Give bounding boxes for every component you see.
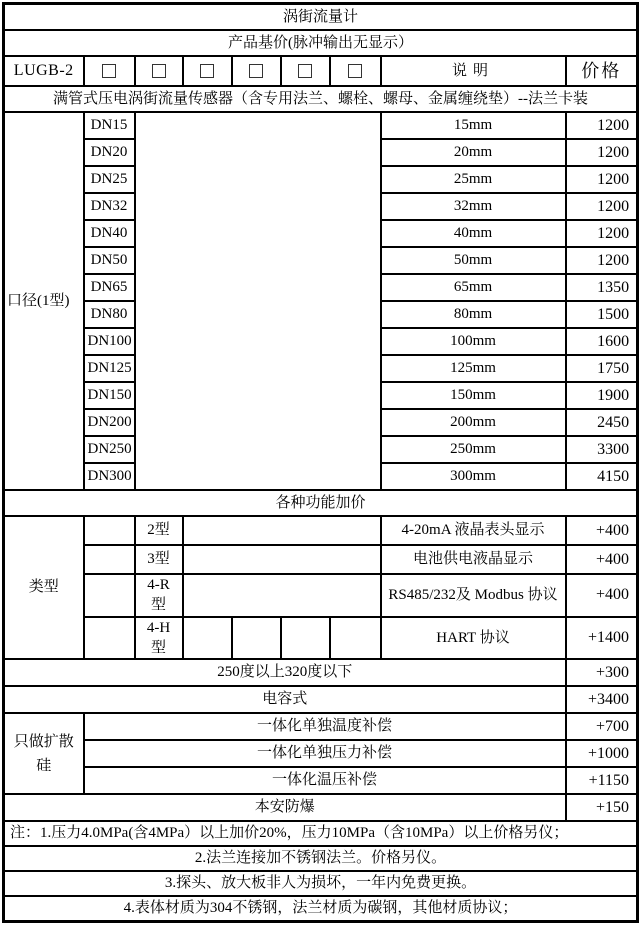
type-desc: 电池供电液晶显示	[381, 545, 566, 574]
model-option-cell	[281, 56, 330, 86]
dn-code: DN15	[84, 112, 135, 139]
empty-cell	[183, 545, 381, 574]
note-2: 2.法兰连接加不锈钢法兰。价格另仪。	[4, 846, 638, 871]
dn-size: 32mm	[381, 193, 566, 220]
dn-code: DN65	[84, 274, 135, 301]
dn-size: 80mm	[381, 301, 566, 328]
dn-price: 1600	[566, 328, 638, 355]
capacitive-desc: 电容式	[4, 686, 566, 713]
dn-size: 25mm	[381, 166, 566, 193]
type-desc: 4-20mA 液晶表头显示	[381, 516, 566, 545]
dn-size: 125mm	[381, 355, 566, 382]
compensation-price: +1150	[566, 767, 638, 794]
model-option-cell	[330, 56, 381, 86]
dn-code: DN25	[84, 166, 135, 193]
desc-column-header: 说明	[381, 56, 566, 86]
empty-cell	[183, 516, 381, 545]
checkbox-icon	[152, 64, 166, 78]
checkbox-icon	[348, 64, 362, 78]
price-table	[2, 2, 639, 923]
dn-size: 250mm	[381, 436, 566, 463]
dn-size: 65mm	[381, 274, 566, 301]
empty-cell	[330, 617, 381, 660]
temp-range-price: +300	[566, 659, 638, 686]
empty-cell	[135, 112, 381, 490]
type-desc: HART 协议	[381, 617, 566, 660]
dn-code: DN250	[84, 436, 135, 463]
dn-price: 4150	[566, 463, 638, 490]
checkbox-icon	[249, 64, 263, 78]
safety-price: +150	[566, 794, 638, 821]
dn-code: DN50	[84, 247, 135, 274]
temp-range-desc: 250度以上320度以下	[4, 659, 566, 686]
dn-price: 1200	[566, 193, 638, 220]
dn-price: 1900	[566, 382, 638, 409]
type-price: +400	[566, 545, 638, 574]
empty-cell	[84, 574, 135, 617]
dn-code: DN125	[84, 355, 135, 382]
model-option-cell	[232, 56, 281, 86]
empty-cell	[232, 617, 281, 660]
dn-price: 1200	[566, 247, 638, 274]
type-section-label: 类型	[4, 516, 84, 659]
dn-code: DN40	[84, 220, 135, 247]
dn-size: 15mm	[381, 112, 566, 139]
dn-code: DN20	[84, 139, 135, 166]
dn-size: 150mm	[381, 382, 566, 409]
checkbox-icon	[102, 64, 116, 78]
dn-code: DN80	[84, 301, 135, 328]
model-option-cell	[135, 56, 183, 86]
type-name: 4-R 型	[135, 574, 183, 617]
model-option-cell	[183, 56, 232, 86]
empty-cell	[281, 617, 330, 660]
dn-price: 1200	[566, 166, 638, 193]
capacitive-price: +3400	[566, 686, 638, 713]
type-desc: RS485/232及 Modbus 协议	[381, 574, 566, 617]
dn-price: 1350	[566, 274, 638, 301]
compensation-desc: 一体化单独温度补偿	[84, 713, 566, 740]
model-option-cell	[84, 56, 135, 86]
base-price-subtitle: 产品基价(脉冲输出无显示）	[4, 30, 638, 56]
dn-size: 50mm	[381, 247, 566, 274]
empty-cell	[84, 516, 135, 545]
dn-price: 2450	[566, 409, 638, 436]
empty-cell	[183, 617, 232, 660]
addons-section-header: 各种功能加价	[4, 490, 638, 516]
compensation-desc: 一体化温压补偿	[84, 767, 566, 794]
empty-cell	[84, 617, 135, 660]
compensation-section-label: 只做扩散硅	[4, 713, 84, 794]
type-name: 2型	[135, 516, 183, 545]
sensor-description: 满管式压电涡街流量传感器（含专用法兰、螺栓、螺母、金属缠绕垫）--法兰卡装	[4, 86, 638, 112]
dn-price: 1750	[566, 355, 638, 382]
dn-code: DN200	[84, 409, 135, 436]
type-name: 4-H 型	[135, 617, 183, 660]
price-column-header: 价格	[566, 56, 638, 86]
dn-code: DN150	[84, 382, 135, 409]
type-price: +1400	[566, 617, 638, 660]
type-name: 3型	[135, 545, 183, 574]
dn-size: 100mm	[381, 328, 566, 355]
dn-size: 40mm	[381, 220, 566, 247]
compensation-price: +1000	[566, 740, 638, 767]
type-price: +400	[566, 574, 638, 617]
dn-size: 300mm	[381, 463, 566, 490]
note-3: 3.探头、放大板非人为损坏，一年内免费更换。	[4, 871, 638, 896]
diameter-section-label: 口径(1型)	[4, 112, 84, 490]
note-1: 注：1.压力4.0MPa(含4MPa）以上加价20%，压力10MPa（含10MPa）以上价格另仪；	[4, 821, 638, 846]
page-title: 涡街流量计	[4, 4, 638, 31]
safety-desc: 本安防爆	[4, 794, 566, 821]
dn-code: DN300	[84, 463, 135, 490]
dn-size: 20mm	[381, 139, 566, 166]
note-4: 4.表体材质为304不锈钢，法兰材质为碳钢，其他材质协议；	[4, 896, 638, 922]
compensation-price: +700	[566, 713, 638, 740]
dn-code: DN100	[84, 328, 135, 355]
model-label: LUGB-2	[4, 56, 84, 86]
dn-price: 1500	[566, 301, 638, 328]
dn-price: 1200	[566, 112, 638, 139]
dn-price: 1200	[566, 139, 638, 166]
checkbox-icon	[200, 64, 214, 78]
empty-cell	[84, 545, 135, 574]
empty-cell	[183, 574, 381, 617]
dn-price: 3300	[566, 436, 638, 463]
dn-price: 1200	[566, 220, 638, 247]
compensation-desc: 一体化单独压力补偿	[84, 740, 566, 767]
checkbox-icon	[298, 64, 312, 78]
dn-size: 200mm	[381, 409, 566, 436]
dn-code: DN32	[84, 193, 135, 220]
type-price: +400	[566, 516, 638, 545]
